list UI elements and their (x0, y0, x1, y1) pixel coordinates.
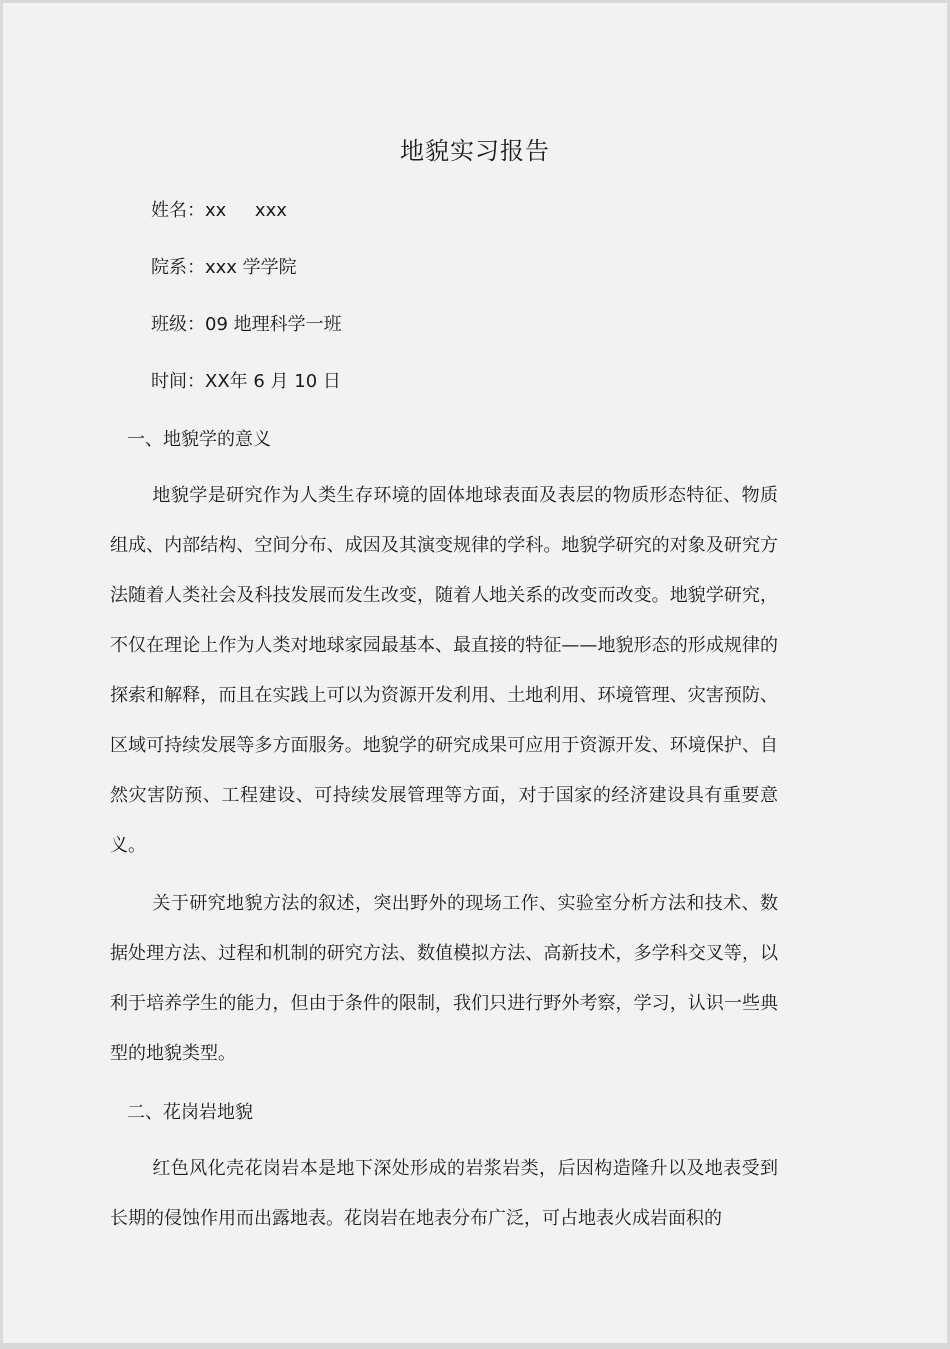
section-heading: 一、地貌学的意义 (127, 429, 271, 450)
info-value: XX年 6 月 10 日 (205, 371, 341, 392)
paragraph (110, 879, 778, 1079)
info-label: 院系： (151, 257, 205, 278)
info-value: 09 地理科学一班 (205, 314, 342, 335)
info-value: xx xxx (205, 200, 287, 221)
info-label: 时间： (151, 371, 205, 392)
paragraph-text: 红色风化壳花岗岩本是地下深处形成的岩浆岩类，后因构造隆升以及地表受到长期的侵蚀作用而出露地表。花岗岩在地表分布广泛，可占地表火成岩面积的 (110, 1158, 778, 1229)
section-heading: 二、花岗岩地貌 (127, 1102, 253, 1123)
paragraph-text: 地貌学是研究作为人类生存环境的固体地球表面及表层的物质形态特征、物质组成、内部结构、空间分布、成因及其演变规律的学科。地貌学研究的对象及研究方法随着人类社会及科技发展而发生改变，随着人地关系的改变而改变。地貌学研究，不仅在理论上作为人类对地球家园最基本、最直接的特征——地貌形态的形成规律的探索和解释，而且在实践上可以为资源开发利用、土地利用、环境管理、灾害预防、区域可持续发展等多方面服务。地貌学的研究成果可应用于资源开发、环境保护、自然灾害防预、工程建设、可持续发展管理等方面，对于国家的经济建设具有重要意义。 (110, 485, 778, 856)
info-value: xxx 学学院 (205, 257, 297, 278)
paragraph (110, 1144, 778, 1244)
paragraph (110, 471, 778, 871)
paragraph-text: 关于研究地貌方法的叙述，突出野外的现场工作、实验室分析方法和技术、数据处理方法、过程和机制的研究方法、数值模拟方法、高新技术，多学科交叉等，以利于培养学生的能力，但由于条件的限制，我们只进行野外考察，学习，认识一些典型的地貌类型。 (110, 893, 778, 1064)
info-label: 姓名： (151, 200, 205, 221)
info-label: 班级： (151, 314, 205, 335)
info-date (151, 369, 341, 395)
info-class (151, 312, 342, 338)
info-name (151, 198, 287, 224)
document-title: 地貌实习报告 (400, 137, 550, 165)
info-department (151, 255, 297, 281)
document-page (3, 3, 947, 1343)
